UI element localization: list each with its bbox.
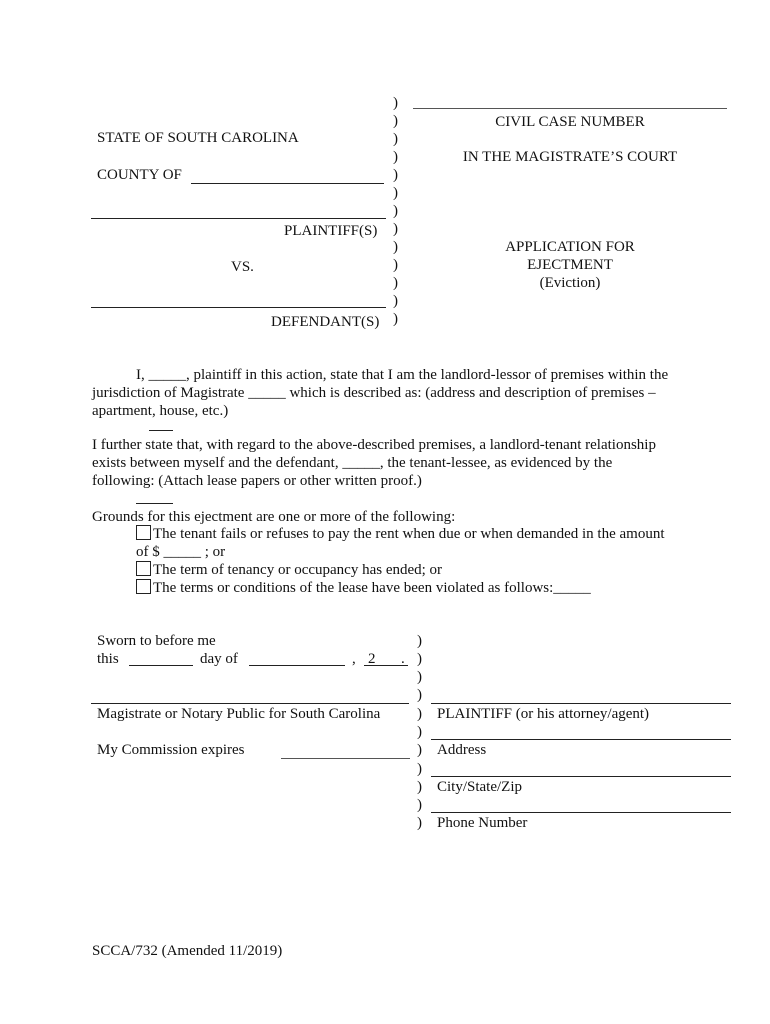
ground-lease-violated-text: The terms or conditions of the lease have been violated as follows:_____ [153, 580, 591, 596]
form-title-line2: EJECTMENT [527, 257, 613, 273]
para2-line1: I further state that, with regard to the above-described premises, a landlord-tenant relationship [92, 437, 656, 453]
case-number-label: CIVIL CASE NUMBER [495, 114, 645, 130]
signature-paren: ) [417, 633, 422, 649]
ground-nonpayment [136, 525, 665, 543]
caption-paren: ) [393, 311, 398, 327]
address-field[interactable] [431, 739, 731, 740]
plaintiff-signature-field[interactable] [431, 703, 731, 704]
plaintiffs-label: PLAINTIFF(S) [284, 223, 378, 239]
phone-label: Phone Number [437, 815, 528, 831]
signature-paren: ) [417, 687, 422, 703]
caption-paren: ) [393, 293, 398, 309]
plaintiff-signature-label: PLAINTIFF (or his attorney/agent) [437, 706, 650, 722]
caption-paren: ) [393, 95, 398, 111]
para1-line1: I, _____, plaintiff in this action, state that I am the landlord-lessor of premises within the [136, 367, 669, 383]
para1-line2: jurisdiction of Magistrate _____ which is described as: (address and description of premises – [92, 385, 656, 401]
signature-paren: ) [417, 669, 422, 685]
county-label: COUNTY OF [97, 167, 182, 183]
signature-paren: ) [417, 779, 422, 795]
phone-field[interactable] [431, 812, 731, 813]
this-label: this [97, 651, 119, 667]
signature-paren: ) [417, 706, 422, 722]
ground-term-ended-text: The term of tenancy or occupancy has ended; or [153, 562, 443, 578]
sworn-label: Sworn to before me [97, 633, 216, 649]
plaintiff-name-field[interactable] [91, 218, 386, 219]
magistrate-signature-field[interactable] [91, 703, 409, 704]
ground-nonpayment-amount: of $ _____ ; or [136, 544, 226, 560]
date-period: . [401, 651, 405, 667]
para1-line3: apartment, house, etc.) [92, 403, 229, 419]
signature-paren: ) [417, 761, 422, 777]
signature-paren: ) [417, 651, 422, 667]
divider-mark [149, 430, 173, 431]
city-state-zip-field[interactable] [431, 776, 731, 777]
caption-paren: ) [393, 221, 398, 237]
caption-paren: ) [393, 167, 398, 183]
address-label: Address [437, 742, 487, 758]
form-title-line3: (Eviction) [539, 275, 601, 291]
commission-expiry-field[interactable] [281, 758, 410, 759]
day-field[interactable] [129, 665, 193, 666]
commission-label: My Commission expires [97, 742, 245, 758]
divider-mark [136, 503, 173, 504]
ground-lease-violated [136, 579, 591, 597]
county-field[interactable] [191, 183, 384, 184]
court-label: IN THE MAGISTRATE’S COURT [462, 149, 678, 165]
para2-line2: exists between myself and the defendant, _____, the tenant-lessee, as evidenced by the [92, 455, 613, 471]
caption-paren: ) [393, 131, 398, 147]
signature-paren: ) [417, 724, 422, 740]
checkbox-lease-violated[interactable] [136, 579, 151, 594]
caption-paren: ) [393, 185, 398, 201]
year-prefix: 2 [368, 651, 376, 667]
vs-label: VS. [231, 259, 254, 275]
signature-paren: ) [417, 815, 422, 831]
grounds-intro: Grounds for this ejectment are one or more of the following: [92, 509, 456, 525]
state-label: STATE OF SOUTH CAROLINA [97, 130, 299, 146]
caption-paren: ) [393, 203, 398, 219]
day-of-label: day of [200, 651, 238, 667]
caption-paren: ) [393, 257, 398, 273]
caption-paren: ) [393, 275, 398, 291]
caption-paren: ) [393, 113, 398, 129]
caption-paren: ) [393, 149, 398, 165]
ground-term-ended [136, 561, 442, 579]
form-identifier: SCCA/732 (Amended 11/2019) [92, 943, 283, 959]
magistrate-label: Magistrate or Notary Public for South Carolina [97, 706, 381, 722]
defendants-label: DEFENDANT(S) [271, 314, 380, 330]
signature-paren: ) [417, 797, 422, 813]
caption-paren: ) [393, 239, 398, 255]
form-title-line1: APPLICATION FOR [505, 239, 635, 255]
date-comma: , [352, 651, 356, 667]
case-number-field[interactable] [413, 108, 727, 109]
city-state-zip-label: City/State/Zip [437, 779, 522, 795]
ground-nonpayment-text: The tenant fails or refuses to pay the rent when due or when demanded in the amount [153, 526, 665, 542]
para2-line3: following: (Attach lease papers or other written proof.) [92, 473, 422, 489]
checkbox-term-ended[interactable] [136, 561, 151, 576]
signature-paren: ) [417, 742, 422, 758]
month-field[interactable] [249, 665, 345, 666]
defendant-name-field[interactable] [91, 307, 386, 308]
checkbox-nonpayment[interactable] [136, 525, 151, 540]
